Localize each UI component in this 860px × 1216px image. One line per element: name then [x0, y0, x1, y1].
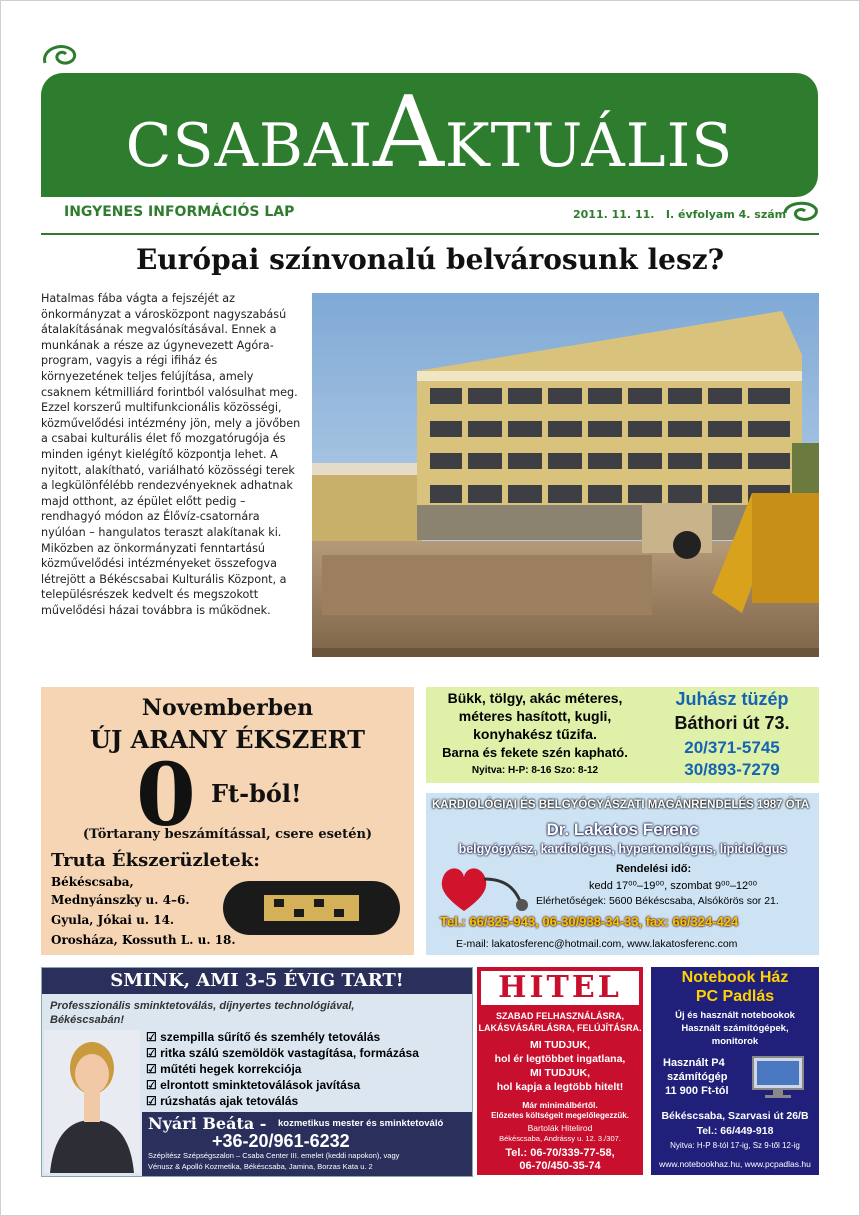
ad-line: Barna és fekete szén kapható.: [442, 745, 628, 760]
building-construction-photo: [312, 293, 819, 657]
article-headline: Európai színvonalú belvárosunk lesz?: [135, 243, 725, 276]
firewood-ad: [426, 687, 819, 783]
doctor-ad: [426, 793, 819, 955]
phone-number: 30/893-7279: [684, 760, 780, 779]
heart-stethoscope-icon: [434, 857, 534, 917]
phone-number: +36-20/961-6232: [212, 1131, 350, 1151]
swirl-ornament-icon: [41, 41, 79, 71]
woman-portrait-image: [44, 1030, 140, 1173]
email-web: E-mail: lakatosferenc@hotmail.com, www.lakatosferenc.com: [456, 938, 738, 950]
ad-line: LAKÁSVÁSÁRLÁSRA, FELÚJÍTÁSRA.: [478, 1023, 642, 1033]
opening-hours: Nyitva: H-P: 8-16 Szo: 8-12: [471, 765, 599, 776]
swirl-ornament-icon: [783, 197, 819, 225]
opening-hours: Nyitva: H-P 8-tól 17-ig, Sz 9-től 12-ig: [670, 1141, 800, 1150]
ad-line: SZABAD FELHASZNÁLÁSRA,: [496, 1011, 624, 1021]
masthead-subtitle: INGYENES INFORMÁCIÓS LAP: [64, 204, 295, 220]
salon-address: Vénusz & Apolló Kozmetika, Békéscsaba, Jamina, Borzas Kata u. 2: [148, 1162, 373, 1171]
beautician-name: Nyári Beáta -: [148, 1114, 267, 1133]
ad-line: Novemberben: [141, 695, 314, 721]
ad-slogan: MI TUDJUK,: [529, 1067, 591, 1079]
phone-number: Tel.: 06-70/339-77-58,: [505, 1147, 615, 1159]
notebook-ad: [651, 967, 819, 1175]
service-item: ☑ rúzshatás ajak tetoválás: [146, 1094, 299, 1108]
service-item: ☑ műtéti hegek korrekciója: [146, 1062, 302, 1076]
ad-title: SMINK, AMI 3-5 ÉVIG TART!: [42, 968, 472, 994]
ad-line: konyhakész tűzifa.: [473, 726, 597, 742]
office-address: Békéscsaba, Andrássy u. 12. 3./307.: [499, 1134, 621, 1143]
bracelet-image: [219, 873, 404, 943]
shop-address: Gyula, Jókai u. 14.: [51, 913, 175, 927]
business-address: Báthori út 73.: [674, 713, 790, 733]
service-item: ☑ szempilla sűrítő és szemhély tetoválás: [146, 1030, 381, 1044]
offer-price: 11 900 Ft-tól: [665, 1085, 729, 1097]
ad-note: Előzetes költségeit megelőlegezzük.: [491, 1111, 629, 1120]
office-name: Bartolák Hitelirod: [527, 1123, 593, 1133]
article-paragraph: Hatalmas fába vágta a fejszéjét az önkormányzat a városközpont nagyszabású átalakításának megvalósításával. Ennek a munkának a része az úgynevezett Agóra-program, vagyis a régi ifiház és környezetének teljes felújítása, amely csaknem kétmilliárd forintból valósulhat meg. Ezzel korszerű multifunkcionális közösségi, közművelődési intézmény jön, mely a jövőben a csabai kulturális élet fő mozgatórugója és minden igényt kielégítő központja lehet. A nyitott, alakítható, variálható közösségi terek a legkülönfélébb rendezvényeknek adhatnak majd otthont, az épület előtt pedig – rendhagyó módon az Élővíz-csatornára nyúlóan – hangulatos teraszt alakítanak ki.: [41, 292, 301, 539]
ad-title: Notebook Ház: [681, 969, 789, 986]
opening-hours: kedd 17⁰⁰–19⁰⁰, szombat 9⁰⁰–12⁰⁰: [589, 880, 757, 892]
doctor-name: Dr. Lakatos Ferenc: [546, 820, 699, 839]
ad-title: HITEL: [481, 971, 639, 1005]
loan-ad: [477, 967, 643, 1175]
masthead-banner: [41, 73, 818, 197]
ad-banner: KARDIOLÓGIAI ÉS BELGYÓGYÁSZATI MAGÁNRENDELÉS 1987 ÓTA: [432, 799, 810, 811]
ad-title: PC Padlás: [695, 988, 775, 1005]
phone-number: Tel.: 66/449-918: [696, 1125, 774, 1137]
shop-address: Békéscsaba,: [51, 875, 134, 889]
shop-name: Truta Ékszerüzletek:: [51, 850, 260, 871]
ad-line: Új és használt notebookok: [675, 1010, 795, 1021]
ad-line: Használt számítógépek,: [681, 1023, 789, 1034]
article-body: [41, 291, 301, 618]
ad-line: monitorok: [711, 1036, 759, 1047]
title-big-letter: A: [373, 76, 445, 190]
masthead-title: [41, 76, 818, 196]
ad-intro: Professzionális sminktetoválás, díjnyertes technológiával,: [50, 1000, 355, 1012]
ad-slogan: hol ér legtöbbet ingatlana,: [494, 1053, 626, 1065]
beautician-role: kozmetikus mester és sminktetováló: [278, 1118, 444, 1129]
service-item: ☑ elrontott sminktetoválások javítása: [146, 1078, 361, 1092]
doctor-specialties: belgyógyász, kardiológus, hypertonológus, lipidológus: [458, 842, 787, 856]
ad-line: Bükk, tölgy, akác méteres,: [447, 690, 623, 706]
offer-line: Használt P4: [663, 1057, 725, 1069]
issue-info: 2011. 11. 11. I. évfolyam 4. szám: [573, 208, 787, 221]
hours-title: Rendelési idő:: [616, 863, 692, 875]
ad-note: Már minimálbértől.: [522, 1100, 598, 1110]
ad-intro: Békéscsabán!: [50, 1014, 124, 1026]
business-name: Juhász tüzép: [675, 689, 789, 709]
salon-address: Szépítész Szépségszalon – Csaba Center III. emelet (keddi napokon), vagy: [148, 1151, 400, 1160]
price-zero: 0: [136, 745, 196, 846]
ad-slogan: hol kapja a legtöbb hitelt!: [496, 1081, 624, 1093]
price-unit: Ft-ból!: [211, 779, 302, 808]
website-links: www.notebookhaz.hu, www.pcpadlas.hu: [659, 1159, 811, 1169]
ad-line: méteres hasított, kugli,: [458, 708, 612, 724]
phone-number: 20/371-5745: [684, 738, 780, 757]
shop-address: Mednyánszky u. 4–6.: [51, 893, 190, 907]
phone-number: 06-70/450-35-74: [519, 1160, 601, 1172]
shop-address: Békéscsaba, Szarvasi út 26/B: [661, 1110, 809, 1122]
ad-note: (Törtarany beszámítással, csere esetén): [82, 827, 373, 842]
phone-numbers: Tel.: 66/325-943, 06-30/938-34-33, fax: 66/324-424: [440, 914, 739, 929]
offer-line: számítógép: [667, 1071, 728, 1083]
makeup-ad: [41, 967, 473, 1177]
title-rest: KTUÁLIS: [444, 111, 734, 181]
service-item: ☑ ritka szálú szemöldök vastagítása, formázása: [146, 1046, 419, 1060]
ad-slogan: MI TUDJUK,: [529, 1039, 591, 1051]
contact-address: Elérhetőségek: 5600 Békéscsaba, Alsókörös sor 21.: [536, 895, 779, 907]
masthead-rule: [41, 233, 819, 235]
jewelry-ad: [41, 687, 414, 955]
computer-monitor-icon: [751, 1055, 805, 1099]
ad-headline: ÚJ ARANY ÉKSZERT: [90, 725, 365, 754]
shop-address: Orosháza, Kossuth L. u. 18.: [51, 933, 236, 947]
article-paragraph: Miközben az önkormányzati fenntartású közművelődési intézményeket összefogva létrejött a Békéscsabai Kulturális Központ, a településrészek kedvelt és megszokott művelődési házai továbbra is működnek.: [41, 541, 287, 617]
title-prefix: CSABAI: [125, 111, 374, 181]
